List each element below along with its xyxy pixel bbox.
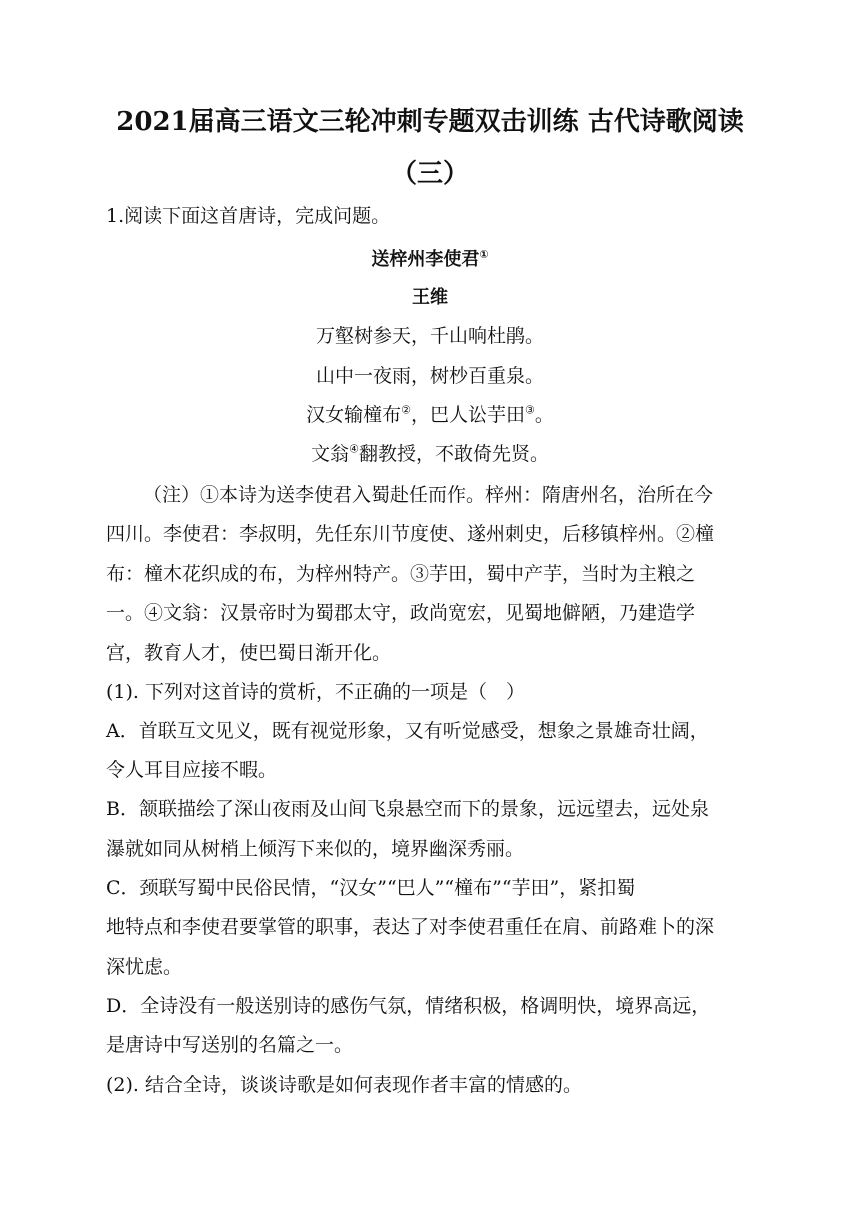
poem-line-3 xyxy=(100,402,760,428)
note-line-4: 一。④文翁：汉景帝时为蜀郡太守，政尚宽宏，见蜀地僻陋，乃建造学 xyxy=(106,602,696,624)
poem-title xyxy=(100,247,760,273)
poem-line-text: 翻教授，不敢倚先贤。 xyxy=(358,443,549,465)
document-title-sub: （三） xyxy=(390,159,469,189)
poem-footnote-mark: ④ xyxy=(349,442,359,456)
poem-line-text: ，巴人讼芋田 xyxy=(410,404,525,426)
option-c-line-3: 深忧虑。 xyxy=(106,956,183,978)
option-a-line-2: 令人耳目应接不暇。 xyxy=(106,759,278,781)
poem-line-text: 文翁 xyxy=(311,443,350,465)
note-line-1: （注）①本诗为送李使君入蜀赴任而作。梓州：隋唐州名，治所在今 xyxy=(143,484,714,506)
option-b-line-1: B．颔联描绘了深山夜雨及山间飞泉悬空而下的景象，远远望去，远处泉 xyxy=(106,798,709,820)
question-2: (2). 结合全诗，谈谈诗歌是如何表现作者丰富的情感的。 xyxy=(106,1074,582,1096)
note-line-2: 四川。李使君：李叔明，先任东川节度使、遂州刺史，后移镇梓州。②橦 xyxy=(106,523,715,545)
poem-line-2 xyxy=(100,363,760,389)
note-line-5: 宫，教育人才，使巴蜀日渐开化。 xyxy=(106,642,392,664)
option-c-line-2: 地特点和李使君要掌管的职事，表达了对李使君重任在肩、前路难卜的深 xyxy=(106,916,715,938)
poem-line-text: 。 xyxy=(534,404,554,426)
poem-title-text: 送梓州李使君 xyxy=(371,249,480,270)
option-a-line-1: A．首联互文见义，既有视觉形象，又有听觉感受，想象之景雄奇壮阔， xyxy=(106,720,709,742)
poem-line-text: 山中一夜雨，树杪百重泉。 xyxy=(315,365,544,387)
option-b-line-2: 瀑就如同从树梢上倾泻下来似的，境界幽深秀丽。 xyxy=(106,838,525,860)
document-title: 2021届高三语文三轮冲刺专题双击训练 古代诗歌阅读 xyxy=(116,107,744,137)
question-intro: 1.阅读下面这首唐诗，完成问题。 xyxy=(106,205,391,227)
poem-footnote-mark: ③ xyxy=(525,403,535,417)
note-line-3: 布：橦木花织成的布，为梓州特产。③芋田，蜀中产芋，当时为主粮之 xyxy=(106,563,696,585)
poem-footnote-mark: ② xyxy=(401,403,411,417)
poem-line-1 xyxy=(100,323,760,349)
poem-line-4 xyxy=(100,441,760,467)
option-d-line-1: D．全诗没有一般送别诗的感伤气氛，情绪积极，格调明快，境界高远， xyxy=(106,995,711,1017)
poem-line-text: 万壑树参天，千山响杜鹃。 xyxy=(315,325,544,347)
poem-author: 王维 xyxy=(412,287,448,308)
poem-line-text: 汉女输橦布 xyxy=(306,404,402,426)
poem-title-footnote-mark: ① xyxy=(479,248,489,261)
option-c-line-1: C．颈联写蜀中民俗民情，“汉女”“巴人”“橦布”“芋田”，紧扣蜀 xyxy=(106,877,636,899)
option-d-line-2: 是唐诗中写送别的名篇之一。 xyxy=(106,1034,354,1056)
question-1: (1). 下列对这首诗的赏析，不正确的一项是（ ） xyxy=(106,681,525,703)
